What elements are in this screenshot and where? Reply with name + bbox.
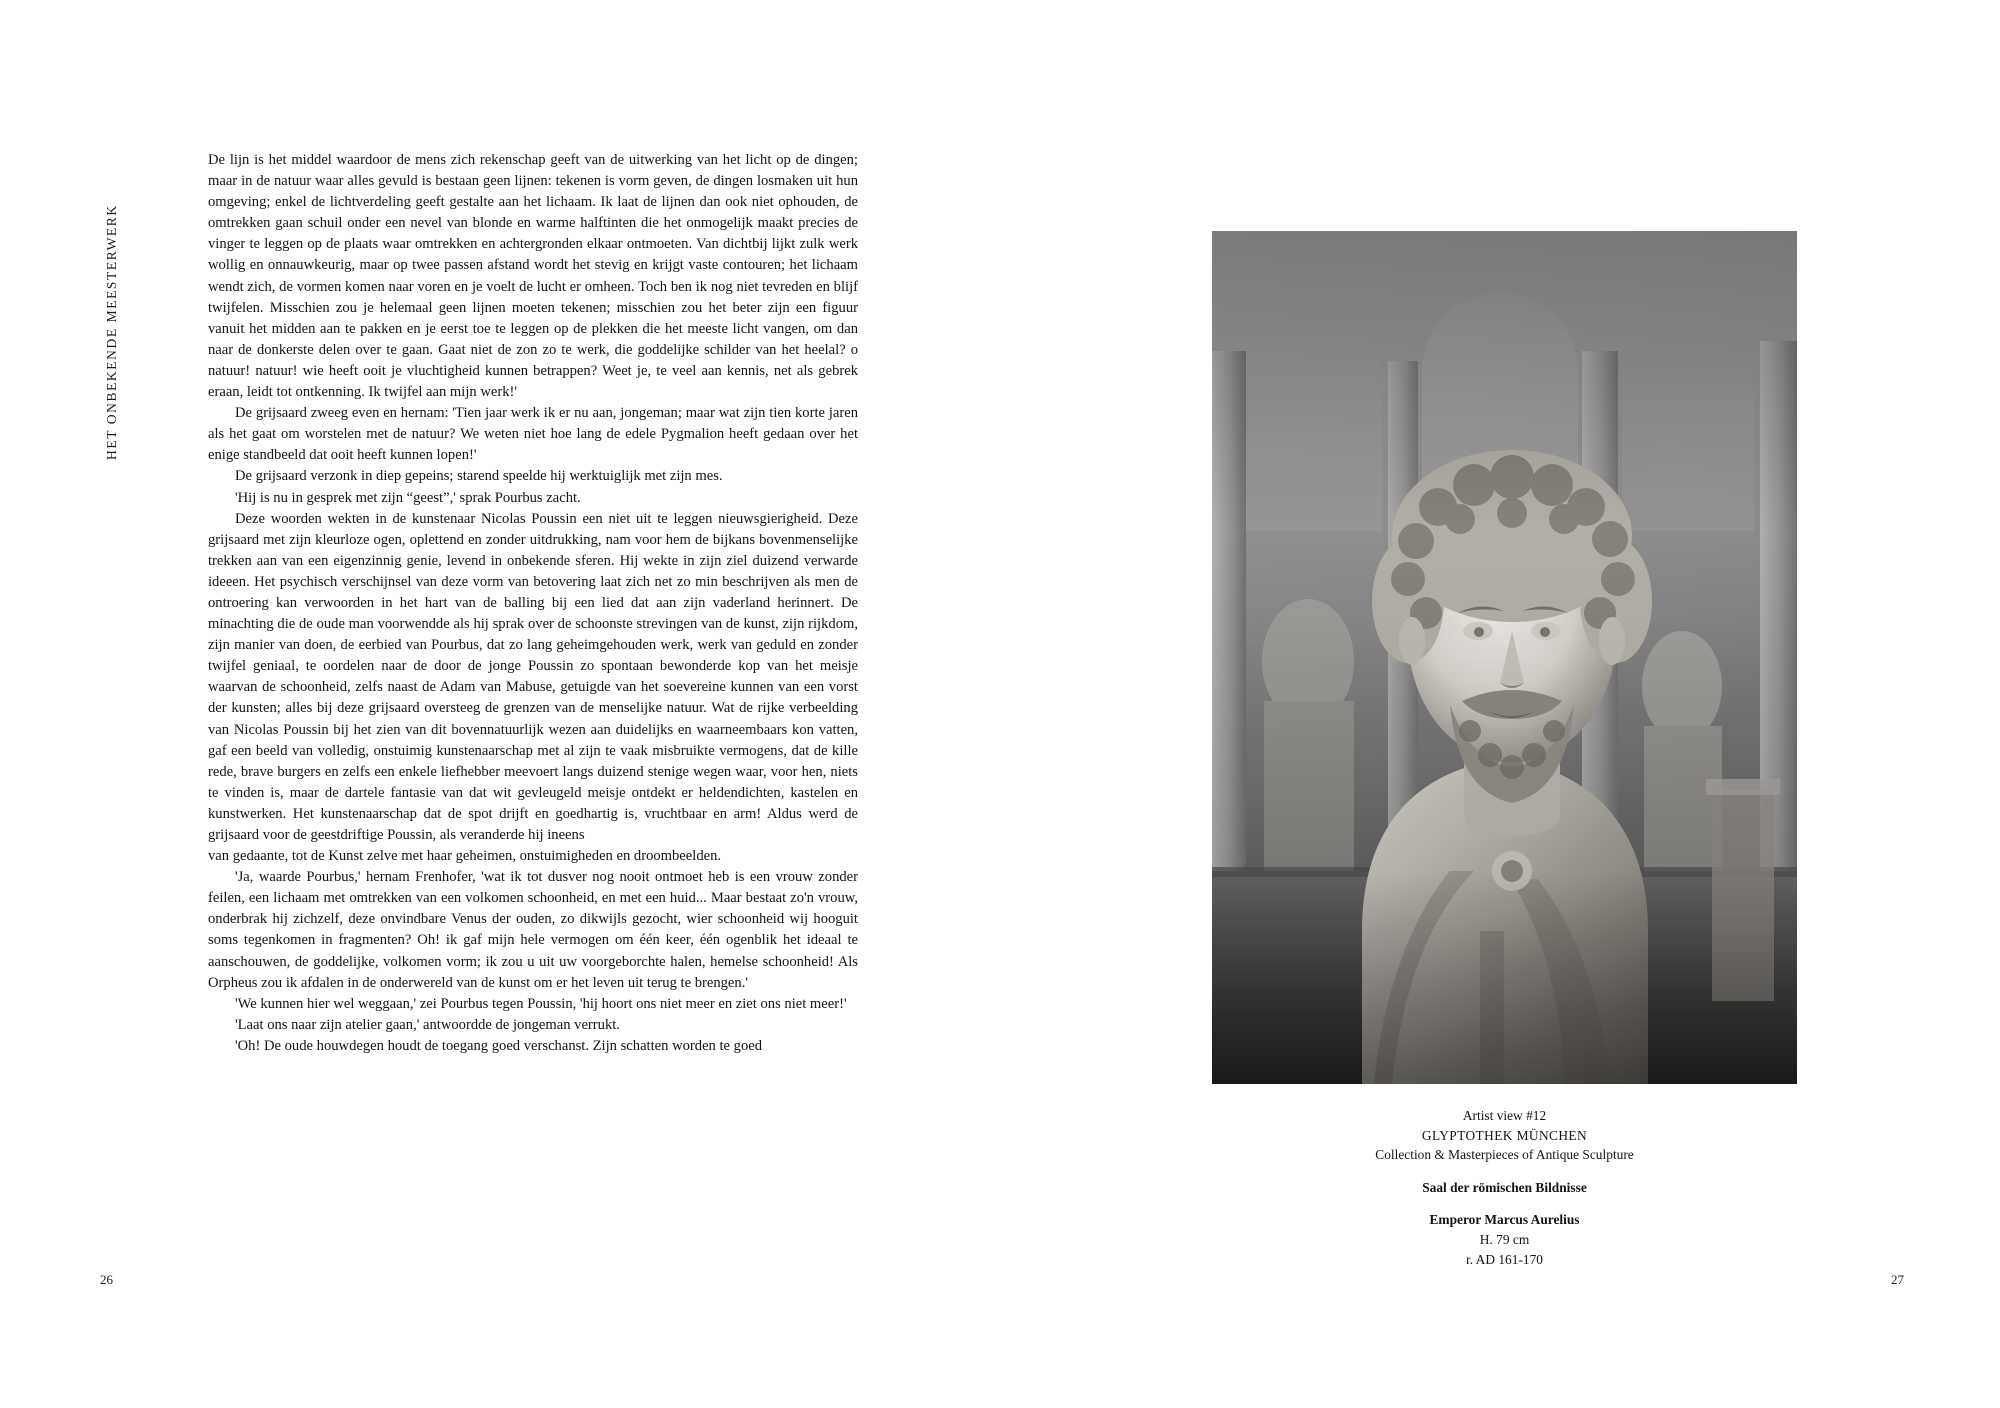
paragraph: De grijsaard zweeg even en hernam: 'Tien jaar werk ik er nu aan, jongeman; maar wat zijn tien korte jaren als het gaat om worstelen met de natuur? We weten niet hoe lang de edele Pygmalion heeft gedaan over het enige standbeeld dat ooit heeft kunnen lopen!' [208, 405, 858, 464]
page-number-right: 27 [1891, 1272, 1904, 1287]
paragraph: Deze woorden wekten in de kunstenaar Nicolas Poussin een niet uit te leggen nieuwsgierigheid. Deze grijsaard met zijn kleurloze ogen, oplettend en zonder uitdrukking, nam voor hem de bijkans bovenmenselijke trekken aan van een eigenzinnig genie, levend in onbekende sferen. Hij wekte in zijn ziel duizend verwarde ideeen. Het psychisch verschijnsel van deze vorm van betovering laat zich net zo min beschrijven als men de ontroering kan verwoorden in het hart van de balling bij een lied dat aan zijn vaderland herinnert. De minachting die de oude man voorwendde als hij sprak over de schoonste strevingen van de kunst, zijn rijkdom, zijn manier van doen, de eerbied van Pourbus, dat zo lang geheimgehouden werk, werk van geduld en zonder twijfel geniaal, te oordelen naar de door de jonge Poussin zo spontaan bewonderde kop van het meisje waarvan de schoonheid, zelfs naast de Adam van Mabuse, getuigde van het soevereine kunnen van een vorst der kunsten; alles bij deze grijsaard oversteeg de grenzen van de menselijke natuur. Wat de rijke verbeelding van Nicolas Poussin bij het zien van dit bovennatuurlijk wezen aan duidelijks en waarneembaars kon vatten, gaf een beeld van volledig, onstuimig kunstenaarschap met al zijn te vaak misbruikte vermogens, dat de kille rede, brave burgers en zelfs een enkele liefhebber meevoert langs duizend stenige wegen waar, voor hen, niets te vinden is, maar de dartele fantasie van dat wit gevleugeld meisje ontdekt er heldendichten, kastelen en kunstwerken. Het kunstenaarschap dat de spot drijft en goedhartig is, vruchtbaar en arm! Aldus werd de grijsaard voor de geestdriftige Poussin, als veranderde hij ineens [208, 510, 858, 843]
paragraph: 'Hij is nu in gesprek met zijn “geest”,' sprak Pourbus zacht. [235, 489, 581, 506]
right-page [1000, 0, 2000, 1408]
caption-artist-view: Artist view #12 [1462, 1108, 1547, 1123]
caption-height: H. 79 cm [1479, 1231, 1530, 1247]
paragraph: 'Oh! De oude houwdegen houdt de toegang goed verschanst. Zijn schatten worden te goed [235, 1037, 763, 1054]
caption-museum: GLYPTOTHEK MÜNCHEN [1421, 1127, 1588, 1143]
bust-illustration [1212, 231, 1797, 1084]
caption-collection: Collection & Masterpieces of Antique Sculpture [1375, 1147, 1634, 1163]
paragraph: De grijsaard verzonk in diep gepeins; starend speelde hij werktuiglijk met zijn mes. [235, 468, 723, 485]
paragraph: 'We kunnen hier wel weggaan,' zei Pourbus tegen Poussin, 'hij hoort ons niet meer en ziet ons niet meer!' [235, 995, 847, 1012]
paragraph: 'Laat ons naar zijn atelier gaan,' antwoordde de jongeman verrukt. [235, 1016, 620, 1033]
sculpture-photograph [1212, 231, 1797, 1084]
page-number-left: 26 [100, 1272, 113, 1287]
caption-room: Saal der römischen Bildnisse [1422, 1179, 1587, 1195]
caption-date: r. AD 161-170 [1466, 1251, 1543, 1267]
paragraph: De lijn is het middel waardoor de mens zich rekenschap geeft van de uitwerking van het licht op de dingen; maar in de natuur waar alles gevuld is bestaan geen lijnen: tekenen is vorm geven, de dingen losmaken uit hun omgeving; enkel de lichtverdeling geeft gestalte aan het lichaam. Ik laat de lijnen dan ook niet ophouden, de omtrekken gaan schuil onder een nevel van blonde en warme halftinten die het onmogelijk maakt precies de vinger te leggen op de plaats waar omtrekken en achtergronden elkaar ontmoeten. Van dichtbij lijkt zulk werk wollig en onnauwkeurig, maar op twee passen afstand wordt het stevig en krijgt vaste contouren; het lichaam wendt zich, de vormen komen naar voren en je voelt de lucht er omheen. Toch ben ik nog niet tevreden en blijf twijfelen. Misschien zou je helemaal geen lijnen moeten tekenen; misschien zou het beter zijn een figuur vanuit het midden aan te pakken en je eerst toe te leggen op de plekken die het meeste licht vangen, om dan naar de donkerste delen over te gaan. Gaat niet de zon zo te werk, die goddelijke schilder van het heelal? o natuur! natuur! wie heeft ooit je vluchtigheid kunnen betrappen? Weet je, te veel aan kennis, net als gebrek eraan, leidt tot ontkenning. Ik twijfel aan mijn werk!' [208, 152, 858, 401]
body-text-column [208, 150, 858, 1057]
caption-spacer-2 [1212, 1197, 1797, 1210]
paragraph: 'Ja, waarde Pourbus,' hernam Frenhofer, 'wat ik tot dusver nog nooit ontmoet heb is een vrouw zonder feilen, een lichaam met omtrekken van een volkomen schoonheid, en met een huid... Maar bestaat zo'n vrouw, onderbrak hij zichzelf, deze onvindbare Venus der ouden, zo dikwijls gezocht, wier schoonheid wij hooguit soms tegenkomen in fragmenten? Oh! ik gaf mijn hele vermogen om één keer, één ogenblik het ideaal te aanschouwen, de goddelijke, volkomen vorm; ik zou u uit uw voorgeborchte halen, hemelse schoonheid! Als Orpheus zou ik afdalen in de onderwereld van de kunst om er het leven uit terug te brengen.' [208, 869, 858, 991]
paragraph: van gedaante, tot de Kunst zelve met haar geheimen, onstuimigheden en droombeelden. [208, 848, 722, 865]
caption-spacer [1212, 1165, 1797, 1178]
plate-caption [1212, 1106, 1797, 1269]
running-head: HET ONBEKENDE MEESTERWERK [104, 204, 119, 460]
caption-object: Emperor Marcus Aurelius [1429, 1212, 1580, 1228]
